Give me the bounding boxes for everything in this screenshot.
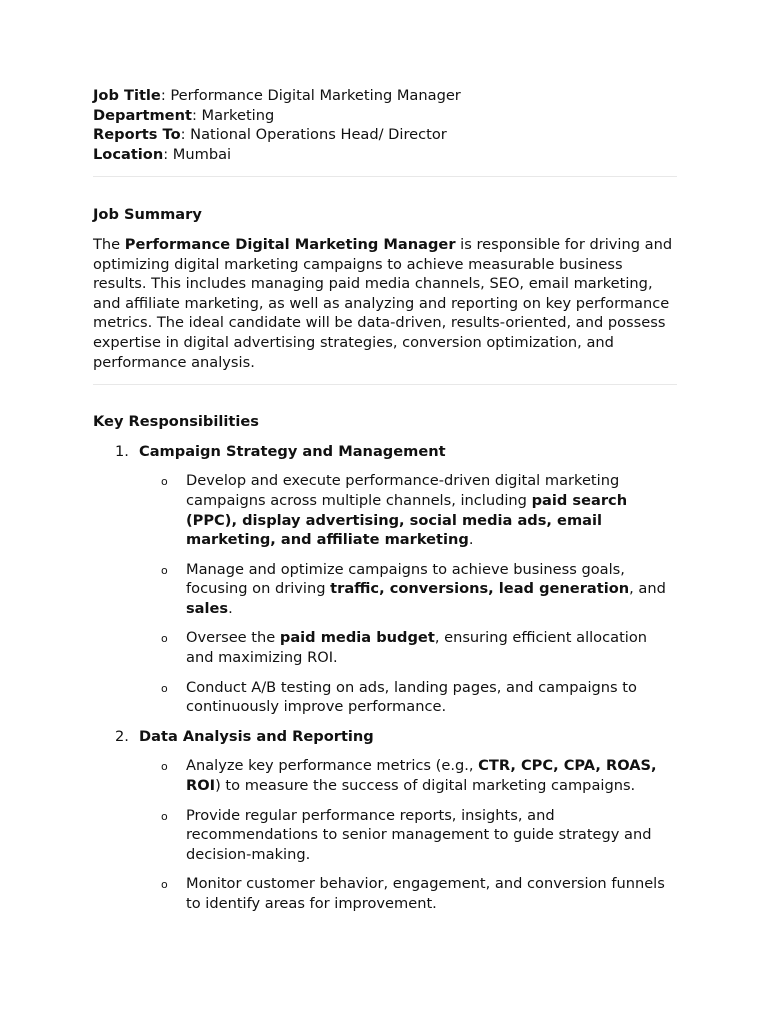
list-item: [93, 471, 677, 549]
department-line: [93, 106, 677, 126]
department-label: Department: [93, 106, 192, 124]
item-text: Conduct A/B testing on ads, landing pages, and campaigns to continuously improve performance.: [186, 678, 637, 716]
item-text: , and: [629, 580, 666, 598]
item-bold-text: paid search (PPC), display advertising, social media ads, email marketing, and affiliate marketing: [186, 491, 628, 549]
item-text: , ensuring efficient allocation and maximizing ROI.: [186, 629, 648, 667]
section-title: Campaign Strategy and Management: [139, 442, 446, 460]
item-text: Oversee the: [186, 629, 280, 647]
responsibility-section-heading: [93, 442, 677, 462]
item-text: .: [228, 599, 233, 617]
department-value: : Marketing: [191, 106, 275, 124]
bullet-icon: o: [161, 809, 168, 823]
item-text: Manage and optimize campaigns to achieve business goals, focusing on driving: [186, 560, 625, 598]
job-summary-heading: Job Summary: [93, 206, 202, 224]
summary-intro: The: [93, 235, 125, 253]
bullet-icon: o: [161, 760, 168, 774]
bullet-icon: o: [161, 475, 168, 489]
list-item: [93, 756, 677, 795]
divider: [93, 176, 677, 177]
location-value: : Mumbai: [163, 145, 232, 163]
item-text: Analyze key performance metrics (e.g.,: [186, 757, 479, 775]
responsibility-section-heading: [93, 727, 677, 747]
section-number: 2.: [115, 727, 129, 745]
bullet-icon: o: [161, 878, 168, 892]
divider: [93, 384, 677, 385]
reports-to-label: Reports To: [93, 126, 181, 144]
job-title-value: : Performance Digital Marketing Manager: [160, 87, 461, 104]
list-item: [93, 806, 677, 865]
job-title-line: [93, 86, 677, 106]
location-label: Location: [93, 145, 164, 163]
section-number: 1.: [115, 442, 129, 460]
bullet-icon: o: [161, 632, 168, 646]
item-text: Monitor customer behavior, engagement, and conversion funnels to identify areas for improvement.: [186, 875, 665, 912]
reports-to-value: : National Operations Head/ Director: [180, 126, 447, 144]
item-text: ) to measure the success of digital marketing campaigns.: [215, 777, 636, 795]
job-meta: [93, 86, 677, 164]
list-item: [93, 678, 677, 717]
item-text: Develop and execute performance-driven digital marketing campaigns across multiple channels, including: [186, 472, 620, 509]
bullet-icon: o: [161, 563, 168, 577]
responsibility-list: [93, 756, 677, 913]
location-line: [93, 145, 677, 165]
section-title: Data Analysis and Reporting: [139, 727, 374, 745]
reports-to-line: [93, 125, 677, 145]
item-text: .: [468, 531, 474, 549]
list-item: [93, 874, 677, 913]
list-item: [93, 560, 677, 619]
list-item: [93, 628, 677, 667]
document-page: [93, 86, 677, 914]
summary-role: Performance Digital Marketing Manager: [124, 235, 456, 253]
summary-body: is responsible for driving and optimizing digital marketing campaigns to achieve measurable business results. This includes managing paid media channels, SEO, email marketing, and affiliate marketing, as well as analyzing and reporting on key performance metrics. The ideal candidate will be data-driven, results-oriented, and possess expertise in digital advertising strategies, conversion optimization, and performance analysis.: [93, 235, 673, 371]
item-bold-text: sales: [186, 599, 229, 617]
item-bold-text: paid media budget: [279, 629, 435, 647]
bullet-icon: o: [161, 681, 168, 695]
item-bold-text: traffic, conversions, lead generation: [330, 580, 630, 598]
key-responsibilities-heading: Key Responsibilities: [93, 413, 259, 431]
item-bold-text: CTR, CPC, CPA, ROAS, ROI: [186, 757, 657, 795]
job-title-label: Job Title: [93, 87, 161, 104]
job-summary-paragraph: [93, 235, 677, 372]
responsibility-list: [93, 471, 677, 717]
item-text: Provide regular performance reports, insights, and recommendations to senior management to guide strategy and decision-making.: [186, 806, 652, 863]
